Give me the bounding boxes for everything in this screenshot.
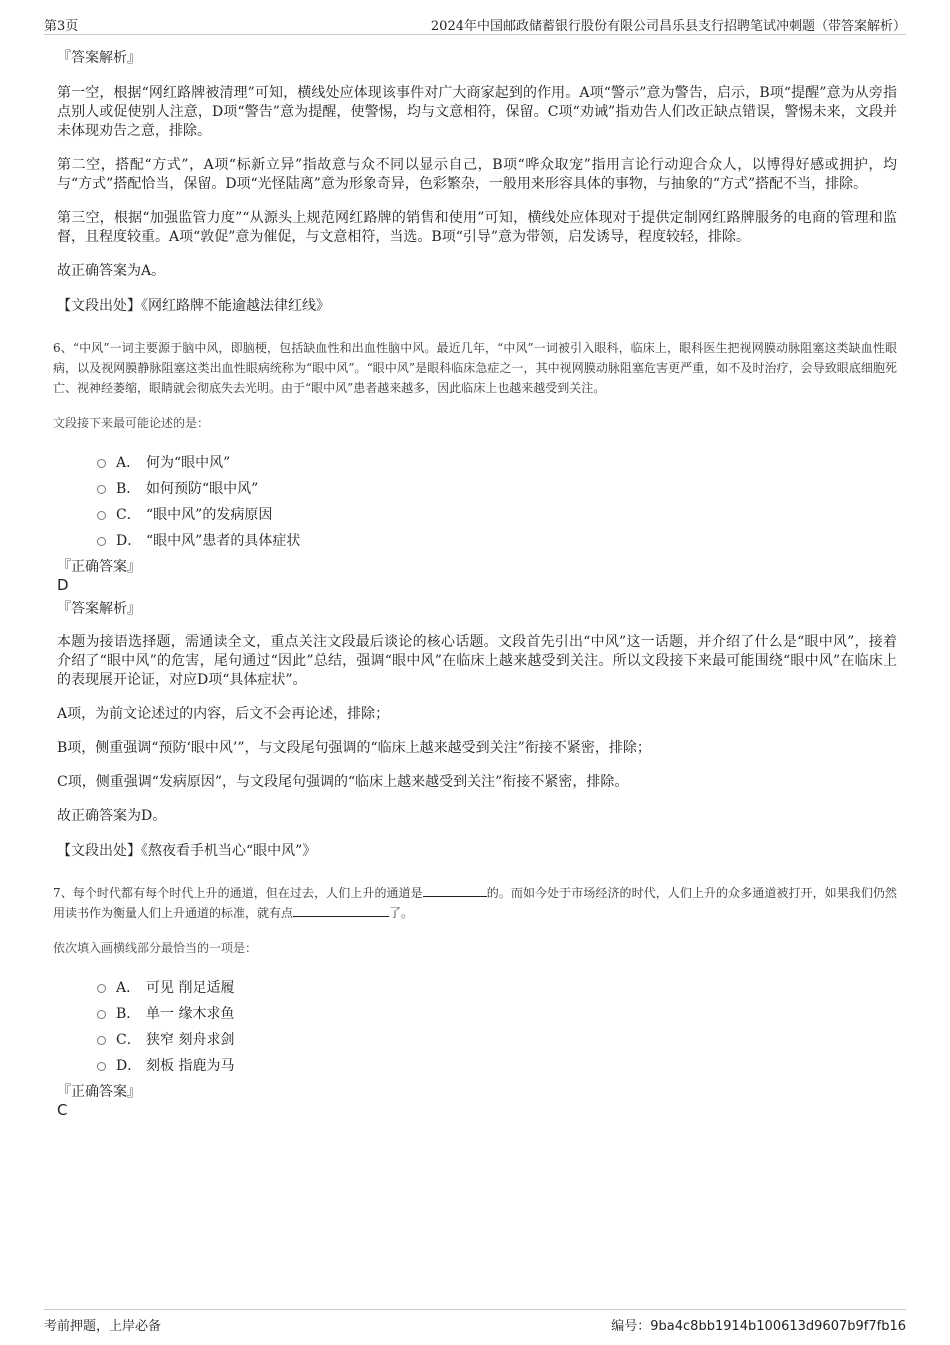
radio-icon[interactable]	[97, 459, 106, 468]
page-content	[53, 48, 897, 1124]
analysis-paragraph: 第一空，根据“网红路牌被清理”可知，横线处应体现该事件对广大商家起到的作用。A项“警示”意为警告，启示，B项“提醒”意为从旁指点别人或促使别人注意，D项“警告”意为提醒，使警惕，均与文意相符，保留。C项“劝诫”指劝告人们改正缺点错误，警惕未来，文段并未体现劝告之意，排除。	[57, 85, 897, 139]
question-instruction: 依次填入画横线部分最恰当的一项是：	[53, 941, 258, 955]
radio-icon[interactable]	[97, 537, 106, 546]
analysis-paragraph: 第二空，搭配“方式”，A项“标新立异”指故意与众不同以显示自己，B项“哗众取宠”指用言论行动迎合众人，以博得好感或拥护，均与“方式”搭配恰当，保留。D项“光怪陆离”意为形象奇异，色彩繁杂，一般用来形容具体的事物，与抽象的“方式”搭配不当，排除。	[57, 157, 897, 192]
page-footer	[44, 1309, 906, 1334]
document-code: 编号：9ba4c8bb1914b100613d9607b9f7fb16	[611, 1319, 906, 1334]
option-d[interactable]: D． “眼中风”患者的具体症状	[97, 528, 897, 554]
options-list	[97, 450, 897, 554]
question-7	[53, 883, 897, 1120]
answer-value: D	[57, 576, 69, 594]
radio-icon[interactable]	[97, 1036, 106, 1045]
text-source: 【文段出处】《网红路牌不能逾越法律红线》	[57, 298, 330, 314]
answer-label: 『正确答案』	[57, 559, 141, 575]
answer-value: C	[57, 1101, 68, 1119]
conclusion: 故正确答案为D。	[57, 808, 167, 824]
document-title: 2024年中国邮政储蓄银行股份有限公司昌乐县支行招聘笔试冲刺题（带答案解析）	[430, 19, 906, 34]
option-d[interactable]: D． 刻板 指鹿为马	[97, 1053, 897, 1079]
answer-label: 『正确答案』	[57, 1084, 141, 1100]
option-b[interactable]: B． 单一 缘木求鱼	[97, 1001, 897, 1027]
question-6	[53, 338, 897, 861]
page-number: 第3页	[44, 19, 79, 34]
question-stem: 7、每个时代都有每个时代上升的通道，但在过去，人们上升的通道是 的。而如今处于市场经济的时代，人们上升的众多通道被打开，如果我们仍然用读书作为衡量人们上升通道的标准，就有点 了。	[53, 886, 897, 920]
analysis-label: 『答案解析』	[57, 50, 141, 66]
analysis-paragraph: A项，为前文论述过的内容，后文不会再论述，排除；	[57, 706, 390, 722]
analysis-paragraph: C项，侧重强调“发病原因”，与文段尾句强调的“临床上越来越受到关注”衔接不紧密，排除。	[57, 774, 629, 790]
option-b[interactable]: B． 如何预防“眼中风”	[97, 476, 897, 502]
conclusion: 故正确答案为A。	[57, 263, 166, 279]
fill-blank	[423, 884, 487, 897]
fill-blank	[293, 904, 389, 917]
radio-icon[interactable]	[97, 1062, 106, 1071]
question-instruction: 文段接下来最可能论述的是：	[53, 416, 210, 430]
options-list	[97, 975, 897, 1079]
option-c[interactable]: C． 狭窄 刻舟求剑	[97, 1027, 897, 1053]
radio-icon[interactable]	[97, 511, 106, 520]
page-header	[44, 14, 906, 35]
analysis-paragraph: B项，侧重强调“预防‘眼中风’”，与文段尾句强调的“临床上越来越受到关注”衔接不紧密，排除；	[57, 740, 651, 756]
analysis-paragraph: 本题为接语选择题，需通读全文，重点关注文段最后谈论的核心话题。文段首先引出“中风”这一话题，并介绍了什么是“眼中风”，接着介绍了“眼中风”的危害，尾句通过“因此”总结，强调“眼中风”在临床上越来越受到关注。所以文段接下来最可能围绕“眼中风”在临床上的表现展开论证，对应D项“具体症状”。	[57, 634, 897, 688]
q5-analysis	[57, 48, 897, 316]
option-a[interactable]: A． 可见 削足适履	[97, 975, 897, 1001]
radio-icon[interactable]	[97, 1010, 106, 1019]
question-stem: 6、“中风”一词主要源于脑中风，即脑梗，包括缺血性和出血性脑中风。最近几年，“中风”一词被引入眼科，临床上，眼科医生把视网膜动脉阻塞这类缺血性眼病，以及视网膜静脉阻塞这类出血性眼病统称为“眼中风”。“眼中风”是眼科临床急症之一，其中视网膜动脉阻塞危害更严重，如不及时治疗，会导致眼底细胞死亡、视神经萎缩，眼睛就会彻底失去光明。由于“眼中风”患者越来越多，因此临床上也越来越受到关注。	[53, 341, 897, 395]
option-a[interactable]: A． 何为“眼中风”	[97, 450, 897, 476]
radio-icon[interactable]	[97, 485, 106, 494]
text-source: 【文段出处】《熬夜看手机当心“眼中风”》	[57, 843, 317, 859]
footer-slogan: 考前押题，上岸必备	[44, 1319, 162, 1334]
radio-icon[interactable]	[97, 984, 106, 993]
analysis-label: 『答案解析』	[57, 601, 141, 617]
analysis-paragraph: 第三空，根据“加强监管力度”“从源头上规范网红路牌的销售和使用”可知，横线处应体现对于提供定制网红路牌服务的电商的管理和监督，且程度较重。A项“敦促”意为催促，与文意相符，当选。B项“引导”意为带领，启发诱导，程度较轻，排除。	[57, 210, 897, 245]
option-c[interactable]: C． “眼中风”的发病原因	[97, 502, 897, 528]
